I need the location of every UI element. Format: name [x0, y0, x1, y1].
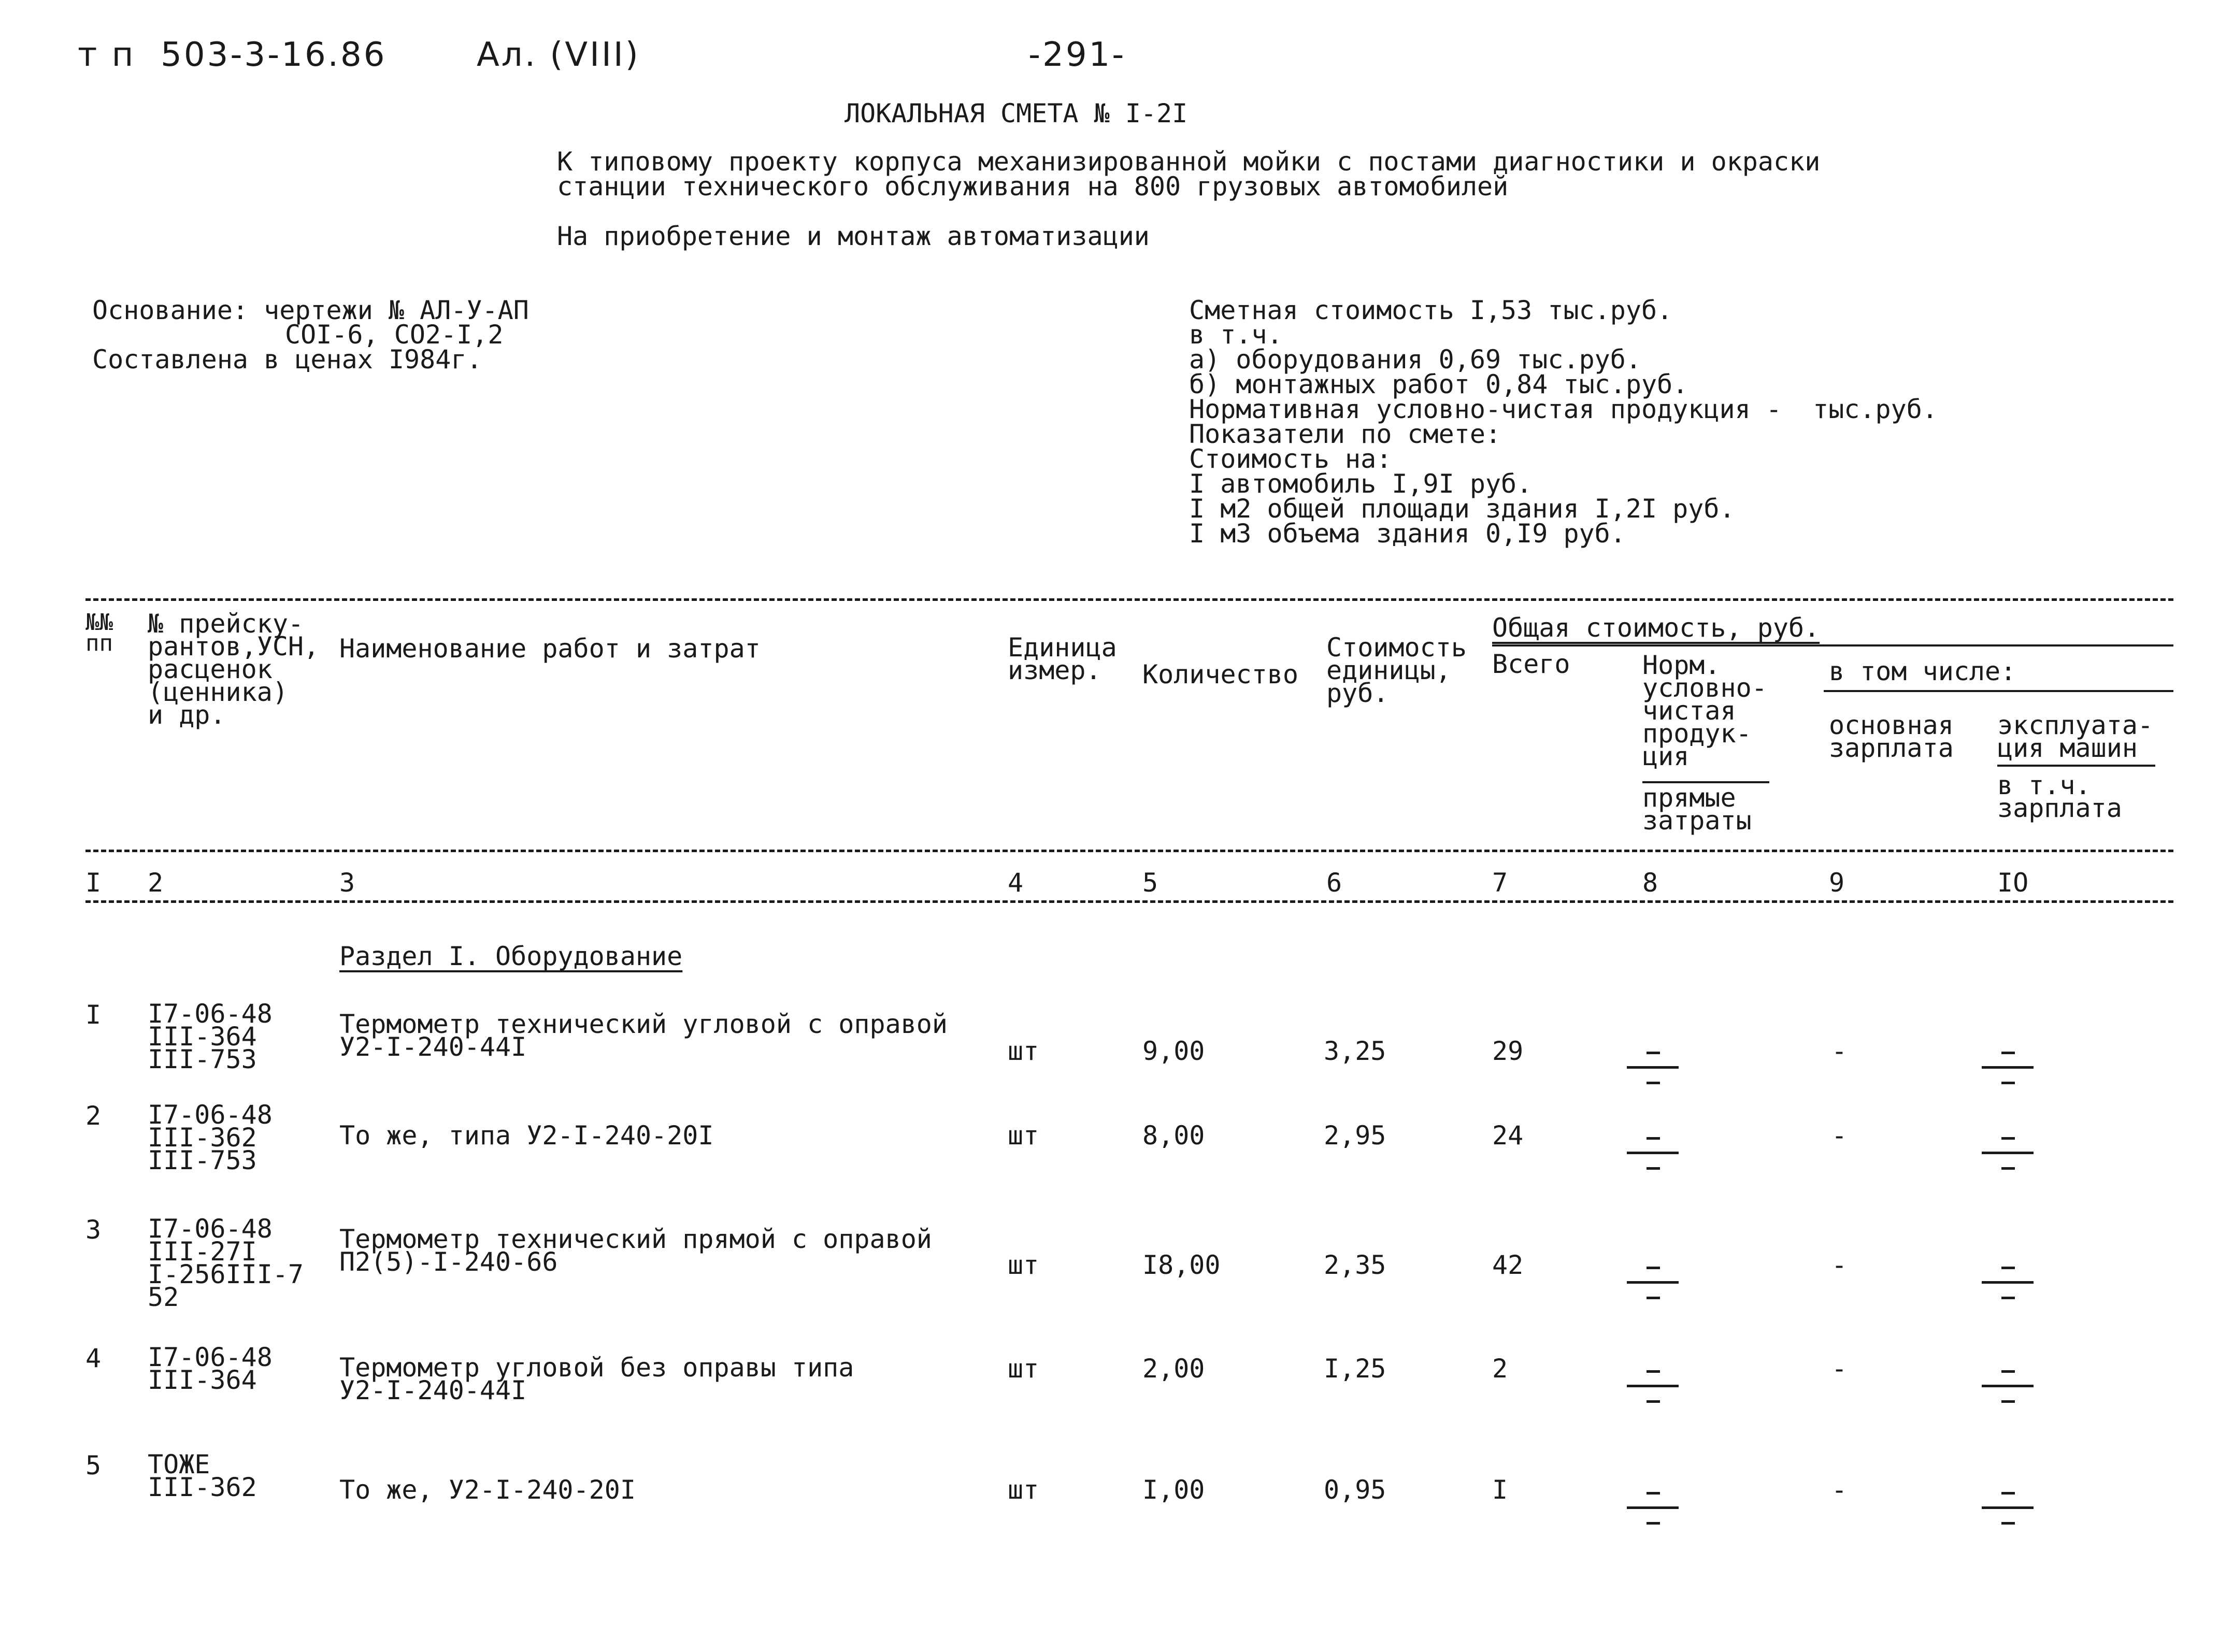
fraction-dash-mark — [1982, 1267, 2034, 1300]
fraction-dash-mark — [1627, 1137, 1679, 1170]
document-code: т п 503-3-16.86 — [78, 36, 387, 74]
col-header-net-production: Норм. условно- чистая продук- ция — [1642, 650, 1767, 771]
col-header-direct-costs: прямые затраты — [1642, 783, 1752, 836]
col-header-base-wages: основная зарплата — [1829, 710, 1954, 763]
row-quantity: I8,00 — [1142, 1250, 1221, 1280]
col-header-unit: Единица измер. — [1008, 633, 1117, 685]
col-header-total: Всего — [1492, 649, 1570, 679]
col-header-machine-operation: эксплуата- ция машин — [1997, 710, 2154, 763]
row-quantity: I,00 — [1142, 1475, 1205, 1505]
subtitle-line-2: станции технического обслуживания на 800 грузовых автомобилей — [557, 171, 1509, 202]
table-header-rule — [85, 850, 2173, 852]
row-name: То же, У2-I-240-20I — [339, 1475, 636, 1505]
row-number: 3 — [85, 1215, 102, 1245]
fraction-dash-mark — [1982, 1052, 2034, 1085]
column-number: 2 — [148, 868, 164, 898]
summary-line: I м2 общей площади здания I,2I руб. — [1189, 494, 1735, 524]
row-total: I — [1492, 1475, 1508, 1505]
album-number: Ал. (VIII) — [477, 36, 640, 74]
row-total: 42 — [1492, 1250, 1524, 1280]
row-reference: I7-06-48 III-364 III-753 — [148, 999, 273, 1074]
basis-line-1: Основание: чертежи № АЛ-У-АП — [92, 295, 529, 325]
summary-line: а) оборудования 0,69 тыс.руб. — [1189, 344, 1641, 375]
row-number: 4 — [85, 1343, 102, 1373]
fraction-dash-mark — [1627, 1492, 1679, 1525]
col-header-unit-price: Стоимость единицы, руб. — [1326, 633, 1467, 708]
row-unit: шт — [1008, 1354, 1039, 1384]
table-top-rule — [85, 598, 2173, 601]
row-unit-price: 2,95 — [1324, 1121, 1386, 1151]
row-base-wages: - — [1831, 1354, 1848, 1384]
summary-line: Нормативная условно-чистая продукция - тыс.руб. — [1189, 394, 1938, 424]
row-base-wages: - — [1831, 1475, 1848, 1505]
column-number: 9 — [1829, 868, 1845, 898]
col-header-quantity: Количество — [1142, 659, 1299, 689]
row-number: 5 — [85, 1450, 102, 1481]
purpose-line: На приобретение и монтаж автоматизации — [557, 221, 1150, 251]
row-unit-price: 3,25 — [1324, 1036, 1386, 1066]
fraction-dash-mark — [1627, 1267, 1679, 1300]
row-name: Термометр технический прямой с оправой П2(5)-I-240-66 — [339, 1224, 932, 1277]
summary-line: Сметная стоимость I,53 тыс.руб. — [1189, 295, 1673, 325]
fraction-dash-mark — [1982, 1492, 2034, 1525]
col-10-rule — [1997, 765, 2155, 767]
row-base-wages: - — [1831, 1036, 1848, 1066]
row-unit: шт — [1008, 1121, 1039, 1151]
summary-line: I автомобиль I,9I руб. — [1189, 469, 1533, 499]
col-group-total-cost: Общая стоимость, руб. — [1492, 613, 1820, 643]
row-unit: шт — [1008, 1036, 1039, 1066]
summary-line: б) монтажных работ 0,84 тыс.руб. — [1189, 369, 1688, 399]
row-reference: I7-06-48 III-364 — [148, 1342, 273, 1395]
col-header-number: №№ пп — [85, 609, 113, 656]
column-number: 4 — [1008, 868, 1024, 898]
column-number-rule — [85, 900, 2173, 903]
col-group-including: в том числе: — [1829, 656, 2016, 686]
summary-line: I м3 объема здания 0,I9 руб. — [1189, 519, 1626, 549]
basis-line-3: Составлена в ценах I984г. — [92, 344, 482, 375]
row-quantity: 2,00 — [1142, 1354, 1205, 1384]
row-unit-price: 2,35 — [1324, 1250, 1386, 1280]
column-number: 7 — [1492, 868, 1508, 898]
including-rule — [1824, 690, 2173, 692]
row-name: Термометр технический угловой с оправой У2-I-240-44I — [339, 1009, 948, 1062]
row-unit-price: I,25 — [1324, 1354, 1386, 1384]
fraction-dash-mark — [1982, 1137, 2034, 1170]
column-number: 5 — [1142, 868, 1158, 898]
summary-line: Показатели по смете: — [1189, 419, 1501, 449]
row-quantity: 8,00 — [1142, 1121, 1205, 1151]
col-header-name: Наименование работ и затрат — [339, 634, 761, 664]
row-base-wages: - — [1831, 1250, 1848, 1280]
row-name: Термометр угловой без оправы типа У2-I-240-44I — [339, 1353, 854, 1405]
fraction-dash-mark — [1627, 1370, 1679, 1403]
document-title: ЛОКАЛЬНАЯ СМЕТА № I-2I — [844, 98, 1188, 128]
row-quantity: 9,00 — [1142, 1036, 1205, 1066]
section-title: Раздел I. Оборудование — [339, 941, 683, 971]
group-rule — [1492, 644, 2173, 647]
column-number: I — [85, 868, 102, 898]
row-unit: шт — [1008, 1475, 1039, 1505]
row-reference: ТОЖЕ III-362 — [148, 1449, 257, 1502]
basis-line-2: СОI-6, СО2-I,2 — [285, 320, 504, 350]
subtitle-line-1: К типовому проекту корпуса механизированной мойки с постами диагностики и окраски — [557, 147, 1821, 177]
fraction-dash-mark — [1982, 1370, 2034, 1403]
row-name: То же, типа У2-I-240-20I — [339, 1121, 714, 1151]
row-reference: I7-06-48 III-27I I-256III-7 52 — [148, 1214, 304, 1312]
fraction-dash-mark — [1627, 1052, 1679, 1085]
column-number: IO — [1997, 868, 2029, 898]
col-header-incl-wages: в т.ч. зарплата — [1997, 770, 2122, 823]
column-number: 6 — [1326, 868, 1342, 898]
row-reference: I7-06-48 III-362 III-753 — [148, 1100, 273, 1175]
column-number: 8 — [1642, 868, 1658, 898]
row-unit-price: 0,95 — [1324, 1475, 1386, 1505]
row-total: 29 — [1492, 1036, 1524, 1066]
column-number: 3 — [339, 868, 355, 898]
row-total: 2 — [1492, 1354, 1508, 1384]
row-unit: шт — [1008, 1250, 1039, 1280]
row-number: I — [85, 1000, 102, 1030]
page-number: -291- — [1028, 36, 1126, 74]
col-header-reference: № прейску- рантов,УСН, расценок (ценника) и др. — [148, 609, 320, 730]
row-total: 24 — [1492, 1121, 1524, 1151]
summary-line: в т.ч. — [1189, 320, 1283, 350]
summary-line: Стоимость на: — [1189, 444, 1392, 474]
row-base-wages: - — [1831, 1121, 1848, 1151]
row-number: 2 — [85, 1101, 102, 1131]
